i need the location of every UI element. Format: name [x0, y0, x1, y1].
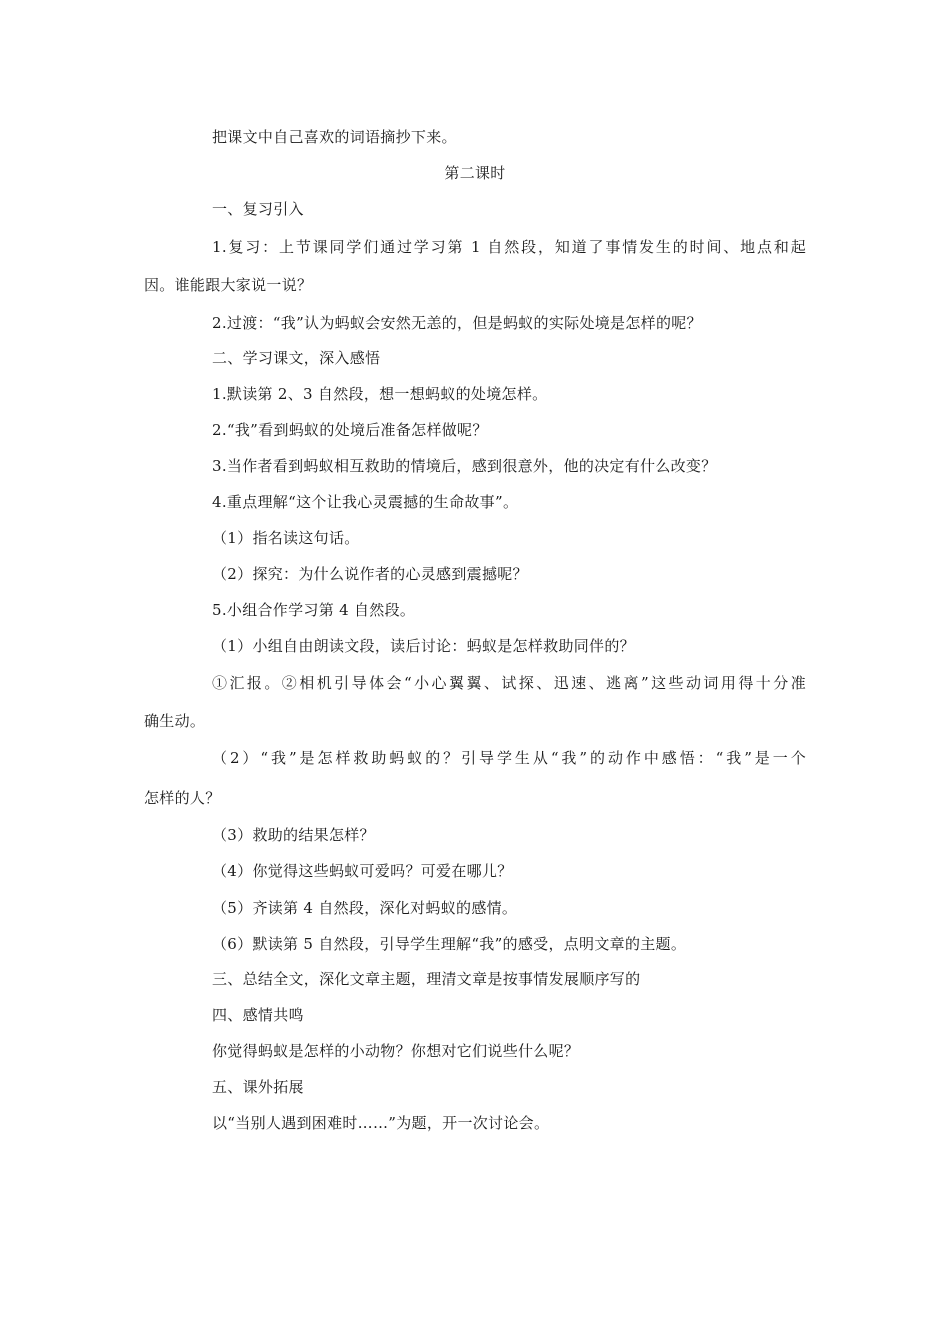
sub-item: （2）“我”是怎样救助蚂蚁的？引导学生从“我”的动作中感悟：“我”是一个	[212, 749, 806, 767]
heading: 四、感情共鸣	[212, 1006, 304, 1024]
paragraph: 1.默读第 2、3 自然段，想一想蚂蚁的处境怎样。	[212, 385, 548, 403]
heading: 五、课外拓展	[212, 1078, 304, 1096]
heading: 三、总结全文，深化文章主题，理清文章是按事情发展顺序写的	[212, 970, 641, 988]
heading: 二、学习课文，深入感悟	[212, 349, 381, 367]
sub-item: （4）你觉得这些蚂蚁可爱吗？可爱在哪儿？	[212, 862, 513, 880]
paragraph: 5.小组合作学习第 4 自然段。	[212, 601, 416, 619]
paragraph: 把课文中自己喜欢的词语摘抄下来。	[212, 128, 457, 146]
sub-item: （5）齐读第 4 自然段，深化对蚂蚁的感情。	[212, 899, 518, 917]
paragraph: 以“当别人遇到困难时……”为题，开一次讨论会。	[212, 1114, 550, 1132]
sub-item: （6）默读第 5 自然段，引导学生理解“我”的感受，点明文章的主题。	[212, 935, 687, 953]
sub-item: （2）探究：为什么说作者的心灵感到震撼呢？	[212, 565, 528, 583]
paragraph-continuation: 确生动。	[144, 712, 206, 730]
paragraph: 1.复习：上节课同学们通过学习第 1 自然段，知道了事情发生的时间、地点和起	[212, 238, 806, 256]
paragraph: 你觉得蚂蚁是怎样的小动物？你想对它们说些什么呢？	[212, 1042, 580, 1060]
sub-item: （1）指名读这句话。	[212, 529, 360, 547]
sub-item: （3）救助的结果怎样？	[212, 826, 375, 844]
paragraph: 2.过渡：“我”认为蚂蚁会安然无恙的，但是蚂蚁的实际处境是怎样的呢？	[212, 314, 702, 332]
paragraph: 3.当作者看到蚂蚁相互救助的情境后，感到很意外，他的决定有什么改变？	[212, 457, 717, 475]
sub-item: （1）小组自由朗读文段，读后讨论：蚂蚁是怎样救助同伴的？	[212, 637, 635, 655]
paragraph-continuation: 怎样的人？	[144, 789, 221, 807]
paragraph: 4.重点理解“这个让我心灵震撼的生命故事”。	[212, 493, 519, 511]
section-title: 第二课时	[444, 164, 506, 182]
paragraph: ①汇报。②相机引导体会“小心翼翼、试探、迅速、逃离”这些动词用得十分准	[212, 674, 806, 692]
paragraph-continuation: 因。谁能跟大家说一说？	[144, 276, 313, 294]
heading: 一、复习引入	[212, 200, 304, 218]
paragraph: 2.“我”看到蚂蚁的处境后准备怎样做呢？	[212, 421, 488, 439]
